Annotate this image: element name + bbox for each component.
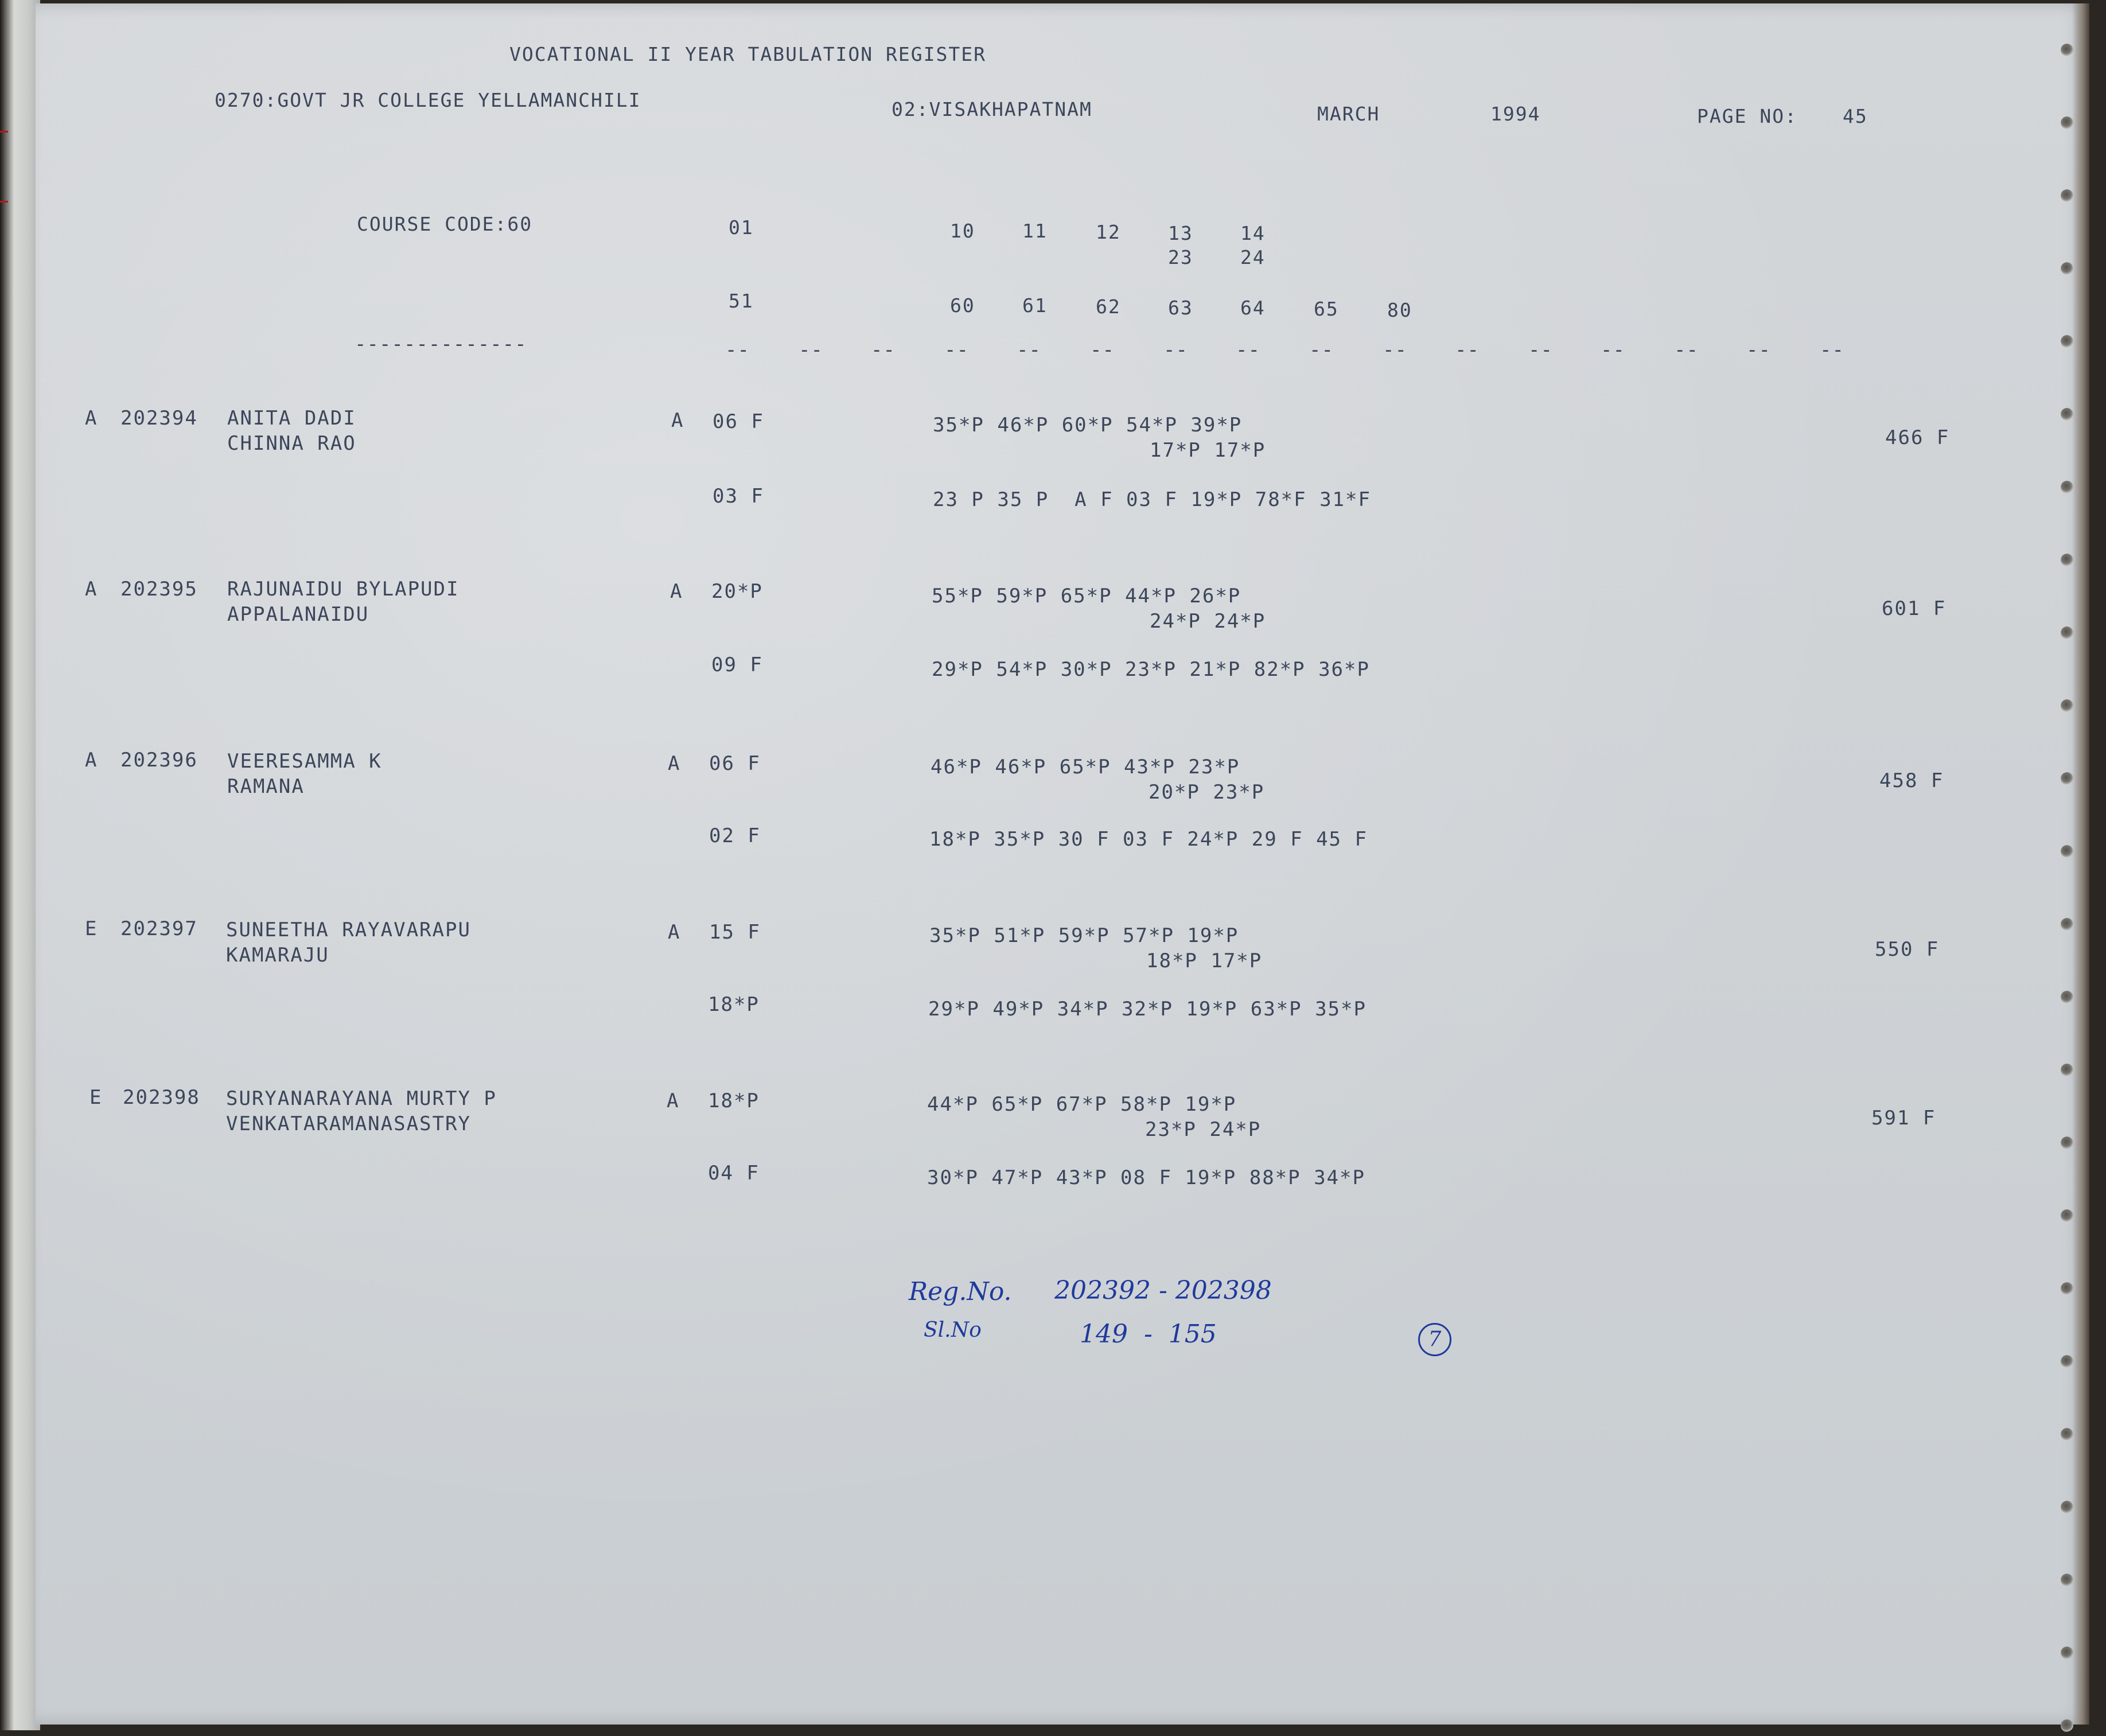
student-record xyxy=(36,576,2055,714)
part1-marks: 20*P xyxy=(711,580,763,603)
binder-hole xyxy=(2061,1209,2073,1222)
column-code: 80 xyxy=(1387,299,1412,321)
student-name: ANITA DADI xyxy=(227,407,356,430)
column-divider: -- xyxy=(1383,338,1407,361)
group-code: E xyxy=(89,1086,103,1109)
binder-hole xyxy=(2061,335,2073,348)
group-code: A xyxy=(85,578,98,601)
subject-marks: 46*P 46*P 65*P 43*P 23*P xyxy=(931,756,1240,779)
column-divider: -- xyxy=(1017,338,1041,361)
subject-marks-second-line: 20*P 23*P xyxy=(1149,781,1265,804)
binder-hole xyxy=(2061,189,2073,202)
column-divider: -- xyxy=(1528,338,1553,361)
practical-marks: 29*P 54*P 30*P 23*P 21*P 82*P 36*P xyxy=(932,658,1370,681)
father-name: VENKATARAMANASASTRY xyxy=(226,1112,471,1135)
student-record xyxy=(36,405,2055,543)
part2-marks: 02 F xyxy=(709,824,761,847)
column-divider: -- xyxy=(1455,338,1480,361)
part2-marks: 03 F xyxy=(713,485,764,508)
student-name: RAJUNAIDU BYLAPUDI xyxy=(227,578,460,601)
exam-month: MARCH xyxy=(1317,103,1380,125)
column-code: 12 xyxy=(1096,221,1121,243)
column-code: 10 xyxy=(950,220,975,242)
margin-mark xyxy=(0,201,8,203)
binder-hole xyxy=(2061,1574,2073,1586)
column-divider: -- xyxy=(1090,338,1115,361)
medium-code: A xyxy=(668,921,681,944)
subject-marks-second-line: 17*P 17*P xyxy=(1150,439,1266,462)
column-code: 64 xyxy=(1240,297,1266,319)
district-name: 02:VISAKHAPATNAM xyxy=(892,98,1092,120)
column-code: 51 xyxy=(729,290,754,312)
column-divider: -- xyxy=(1163,338,1188,361)
father-name: KAMARAJU xyxy=(226,944,329,967)
group-code: E xyxy=(85,917,98,940)
column-divider: -- xyxy=(1674,338,1699,361)
subject-marks-second-line: 24*P 24*P xyxy=(1150,610,1266,633)
student-name: SUNEETHA RAYAVARAPU xyxy=(226,918,471,941)
binder-hole xyxy=(2061,554,2073,566)
page-number: 45 xyxy=(1843,105,1868,127)
binder-hole xyxy=(2061,626,2073,639)
binder-hole xyxy=(2061,845,2073,858)
medium-code: A xyxy=(670,580,683,603)
part2-marks: 04 F xyxy=(708,1162,760,1185)
page-number-label: PAGE NO: xyxy=(1697,105,1797,127)
column-code: 60 xyxy=(950,294,975,317)
column-code: 01 xyxy=(729,216,754,239)
part1-marks: 06 F xyxy=(709,752,761,775)
medium-code: A xyxy=(667,1089,680,1112)
registration-number: 202397 xyxy=(120,917,198,940)
registration-number: 202398 xyxy=(123,1086,200,1109)
registration-number: 202394 xyxy=(120,407,198,430)
grand-total: 550 F xyxy=(1875,938,1940,961)
column-code: 63 xyxy=(1168,297,1193,319)
column-divider: -- xyxy=(1746,338,1771,361)
column-divider: -- xyxy=(1601,338,1625,361)
handwritten-sl-range: 149 - 155 xyxy=(1080,1319,1217,1349)
column-code: 13 xyxy=(1168,222,1193,244)
subject-marks: 35*P 46*P 60*P 54*P 39*P xyxy=(933,414,1243,437)
exam-year: 1994 xyxy=(1490,103,1541,125)
part1-marks: 06 F xyxy=(713,410,764,433)
college-name: 0270:GOVT JR COLLEGE YELLAMANCHILI xyxy=(215,89,641,111)
subject-marks-second-line: 18*P 17*P xyxy=(1146,949,1263,972)
column-divider: -- xyxy=(1236,338,1260,361)
handwritten-sl-label: Sl.No xyxy=(924,1318,982,1342)
column-divider: -- xyxy=(871,338,896,361)
margin-mark xyxy=(0,131,8,133)
father-name: RAMANA xyxy=(227,775,305,798)
binder-hole xyxy=(2061,481,2073,493)
part1-marks: 15 F xyxy=(709,921,761,944)
course-code: COURSE CODE:60 xyxy=(357,213,533,235)
student-name: SURYANARAYANA MURTY P xyxy=(226,1087,497,1110)
register-page xyxy=(36,3,2089,1725)
column-divider: -- xyxy=(725,338,750,361)
binder-hole xyxy=(2061,1282,2073,1295)
book-spine-edge xyxy=(0,0,40,1730)
part2-marks: 18*P xyxy=(708,993,760,1016)
part1-marks: 18*P xyxy=(708,1089,760,1112)
binder-hole xyxy=(2061,1355,2073,1368)
binder-hole xyxy=(2061,1064,2073,1076)
grand-total: 466 F xyxy=(1885,426,1950,449)
father-name: APPALANAIDU xyxy=(227,603,369,626)
practical-marks: 23 P 35 P A F 03 F 19*P 78*F 31*F xyxy=(933,488,1371,511)
subject-marks-second-line: 23*P 24*P xyxy=(1145,1118,1262,1141)
medium-code: A xyxy=(668,752,681,775)
grand-total: 458 F xyxy=(1879,769,1944,792)
register-title: VOCATIONAL II YEAR TABULATION REGISTER xyxy=(509,43,986,65)
column-code: 24 xyxy=(1240,246,1266,268)
column-code: 62 xyxy=(1096,295,1121,318)
binder-hole xyxy=(2061,991,2073,1003)
page-edge-shadow xyxy=(2072,3,2089,1725)
binder-hole xyxy=(2061,1136,2073,1149)
name-column-underline: -------------- xyxy=(355,333,527,356)
column-divider: -- xyxy=(944,338,969,361)
column-code: 23 xyxy=(1168,246,1193,268)
binder-hole xyxy=(2061,262,2073,275)
group-code: A xyxy=(85,407,98,430)
subject-marks: 55*P 59*P 65*P 44*P 26*P xyxy=(932,585,1241,608)
father-name: CHINNA RAO xyxy=(227,432,356,455)
subject-marks: 44*P 65*P 67*P 58*P 19*P xyxy=(927,1093,1237,1116)
binder-hole xyxy=(2061,699,2073,712)
column-code: 65 xyxy=(1314,298,1339,320)
column-code: 11 xyxy=(1022,220,1048,242)
practical-marks: 30*P 47*P 43*P 08 F 19*P 88*P 34*P xyxy=(927,1166,1365,1189)
column-divider: -- xyxy=(1820,338,1844,361)
handwritten-reg-label: Reg.No. xyxy=(909,1277,1012,1306)
grand-total: 601 F xyxy=(1882,597,1947,620)
column-code: 61 xyxy=(1022,294,1048,317)
binder-hole xyxy=(2061,918,2073,931)
binder-hole xyxy=(2061,44,2073,56)
student-name: VEERESAMMA K xyxy=(227,750,382,773)
column-divider: -- xyxy=(799,338,823,361)
grand-total: 591 F xyxy=(1871,1107,1936,1130)
binder-hole xyxy=(2061,408,2073,421)
binder-hole xyxy=(2061,116,2073,129)
handwritten-reg-range: 202392 - 202398 xyxy=(1054,1276,1272,1305)
group-code: A xyxy=(85,749,98,772)
column-divider: -- xyxy=(1309,338,1334,361)
part2-marks: 09 F xyxy=(711,653,763,676)
student-record xyxy=(36,1083,2055,1221)
student-record xyxy=(36,914,2055,1052)
binder-hole xyxy=(2061,1428,2073,1441)
circled-count: 7 xyxy=(1418,1323,1451,1356)
student-record xyxy=(36,746,2055,883)
subject-marks: 35*P 51*P 59*P 57*P 19*P xyxy=(929,924,1239,947)
medium-code: A xyxy=(671,409,684,432)
registration-number: 202396 xyxy=(120,749,198,772)
binder-hole xyxy=(2061,772,2073,785)
registration-number: 202395 xyxy=(120,578,198,601)
binder-hole xyxy=(2061,1501,2073,1513)
column-dividers xyxy=(725,338,1959,361)
column-code: 14 xyxy=(1240,222,1266,244)
practical-marks: 18*P 35*P 30 F 03 F 24*P 29 F 45 F xyxy=(929,828,1368,851)
practical-marks: 29*P 49*P 34*P 32*P 19*P 63*P 35*P xyxy=(928,998,1367,1021)
binder-hole xyxy=(2061,1647,2073,1659)
